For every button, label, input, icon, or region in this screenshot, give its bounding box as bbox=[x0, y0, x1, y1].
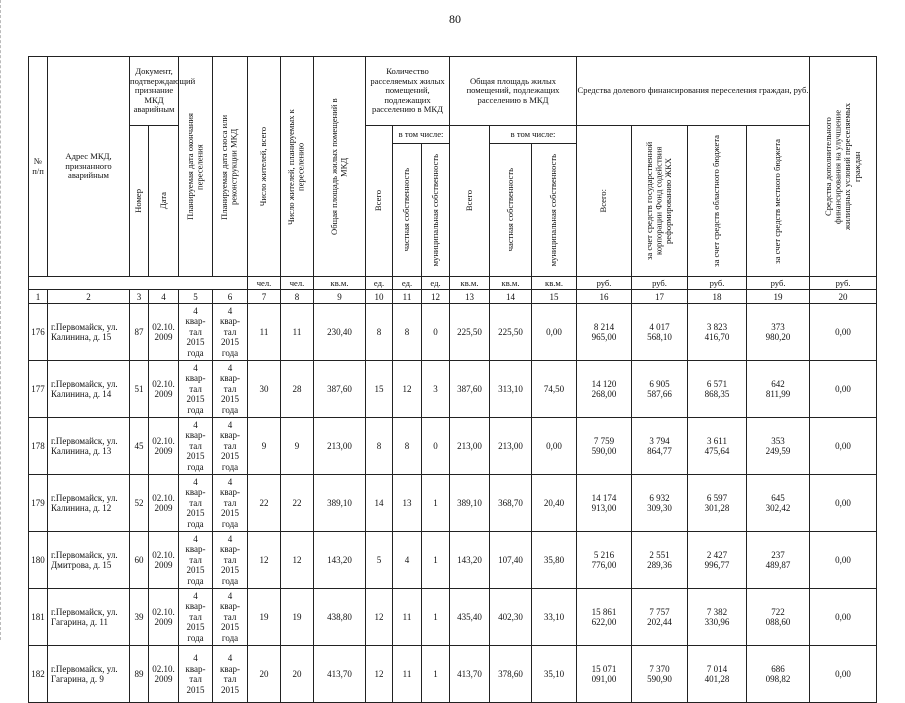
row-fund-regional: 7 382 330,96 bbox=[688, 589, 747, 646]
header-rooms-private: частная собственность bbox=[393, 143, 422, 276]
row-rooms-municipal: 1 bbox=[422, 532, 450, 589]
unit-cell: чел. bbox=[248, 277, 281, 290]
row-planned-end: 4 квар- тал 2015 года bbox=[179, 532, 213, 589]
row-planned-demolition: 4 квар- тал 2015 года bbox=[213, 361, 248, 418]
row-number: 181 bbox=[29, 589, 48, 646]
row-address: г.Первомайск, ул. Калинина, д. 14 bbox=[48, 361, 130, 418]
row-area-municipal: 0,00 bbox=[532, 304, 577, 361]
row-number: 182 bbox=[29, 646, 48, 703]
row-residents-planned: 28 bbox=[281, 361, 314, 418]
row-fund-additional: 0,00 bbox=[810, 532, 877, 589]
row-residents-total: 9 bbox=[248, 418, 281, 475]
row-doc-date: 02.10. 2009 bbox=[149, 361, 179, 418]
row-residents-planned: 20 bbox=[281, 646, 314, 703]
row-area-private: 107,40 bbox=[490, 532, 532, 589]
row-residents-planned: 12 bbox=[281, 532, 314, 589]
table-row bbox=[29, 304, 877, 361]
header-address: Адрес МКД, признанного аварийным bbox=[48, 57, 130, 277]
column-number: 9 bbox=[314, 290, 366, 304]
row-area-municipal: 0,00 bbox=[532, 418, 577, 475]
row-total-area: 389,10 bbox=[314, 475, 366, 532]
header-area-total: Всего bbox=[450, 126, 490, 277]
row-fund-additional: 0,00 bbox=[810, 361, 877, 418]
row-address: г.Первомайск, ул. Гагарина, д. 11 bbox=[48, 589, 130, 646]
header-funds-total: Всего: bbox=[577, 126, 632, 277]
row-fund-corp: 6 932 309,30 bbox=[632, 475, 688, 532]
row-fund-local: 686 098,82 bbox=[747, 646, 810, 703]
row-area-total: 387,60 bbox=[450, 361, 490, 418]
row-funds-total: 15 861 622,00 bbox=[577, 589, 632, 646]
row-fund-local: 237 489,87 bbox=[747, 532, 810, 589]
row-rooms-total: 14 bbox=[366, 475, 393, 532]
column-number: 16 bbox=[577, 290, 632, 304]
row-doc-date: 02.10. 2009 bbox=[149, 532, 179, 589]
row-total-area: 413,70 bbox=[314, 646, 366, 703]
row-fund-local: 642 811,99 bbox=[747, 361, 810, 418]
row-fund-additional: 0,00 bbox=[810, 475, 877, 532]
left-page-edge bbox=[0, 0, 2, 640]
unit-cell: руб. bbox=[632, 277, 688, 290]
row-fund-corp: 7 370 590,90 bbox=[632, 646, 688, 703]
row-residents-planned: 9 bbox=[281, 418, 314, 475]
page-number: 80 bbox=[449, 12, 461, 26]
column-number: 20 bbox=[810, 290, 877, 304]
unit-cell: чел. bbox=[281, 277, 314, 290]
header-planned-demolition: Планируемая дата сноса или реконструкции МКД bbox=[213, 57, 248, 277]
row-number: 180 bbox=[29, 532, 48, 589]
row-residents-total: 20 bbox=[248, 646, 281, 703]
row-rooms-private: 4 bbox=[393, 532, 422, 589]
row-fund-regional: 7 014 401,28 bbox=[688, 646, 747, 703]
units-row bbox=[29, 277, 877, 290]
header-doc-number: Номер bbox=[130, 126, 149, 277]
row-fund-corp: 3 794 864,77 bbox=[632, 418, 688, 475]
row-fund-regional: 6 571 868,35 bbox=[688, 361, 747, 418]
row-area-private: 368,70 bbox=[490, 475, 532, 532]
unit-cell: руб. bbox=[577, 277, 632, 290]
row-fund-corp: 6 905 587,66 bbox=[632, 361, 688, 418]
row-rooms-private: 11 bbox=[393, 646, 422, 703]
column-number: 8 bbox=[281, 290, 314, 304]
column-number: 11 bbox=[393, 290, 422, 304]
row-doc-date: 02.10. 2009 bbox=[149, 418, 179, 475]
row-planned-demolition: 4 квар- тал 2015 года bbox=[213, 304, 248, 361]
row-area-total: 213,00 bbox=[450, 418, 490, 475]
row-address: г.Первомайск, ул. Калинина, д. 12 bbox=[48, 475, 130, 532]
row-rooms-total: 8 bbox=[366, 304, 393, 361]
row-doc-number: 45 bbox=[130, 418, 149, 475]
row-rooms-municipal: 1 bbox=[422, 646, 450, 703]
row-fund-local: 353 249,59 bbox=[747, 418, 810, 475]
row-address: г.Первомайск, ул. Дмитрова, д. 15 bbox=[48, 532, 130, 589]
row-area-private: 313,10 bbox=[490, 361, 532, 418]
row-area-municipal: 74,50 bbox=[532, 361, 577, 418]
unit-cell: руб. bbox=[688, 277, 747, 290]
row-total-area: 230,40 bbox=[314, 304, 366, 361]
header-fund-corp: за счет средств государственной корпорации Фонд содействия реформированию ЖКХ bbox=[632, 126, 688, 277]
row-rooms-municipal: 0 bbox=[422, 418, 450, 475]
row-total-area: 387,60 bbox=[314, 361, 366, 418]
table-row bbox=[29, 532, 877, 589]
header-residents-total: Число жителей, всего bbox=[248, 57, 281, 277]
header-document: Документ, подтверждающий признание МКД аварийным bbox=[130, 57, 179, 126]
unit-cell: руб. bbox=[810, 277, 877, 290]
row-doc-number: 51 bbox=[130, 361, 149, 418]
row-funds-total: 14 120 268,00 bbox=[577, 361, 632, 418]
row-rooms-municipal: 3 bbox=[422, 361, 450, 418]
column-number: 7 bbox=[248, 290, 281, 304]
table-row bbox=[29, 589, 877, 646]
row-rooms-private: 11 bbox=[393, 589, 422, 646]
column-number: 19 bbox=[747, 290, 810, 304]
row-planned-demolition: 4 квар- тал 2015 года bbox=[213, 475, 248, 532]
row-planned-demolition: 4 квар- тал 2015 года bbox=[213, 418, 248, 475]
row-rooms-municipal: 1 bbox=[422, 475, 450, 532]
row-fund-local: 645 302,42 bbox=[747, 475, 810, 532]
table-row bbox=[29, 646, 877, 703]
row-doc-number: 89 bbox=[130, 646, 149, 703]
row-area-total: 389,10 bbox=[450, 475, 490, 532]
row-residents-total: 19 bbox=[248, 589, 281, 646]
row-planned-demolition: 4 квар- тал 2015 bbox=[213, 646, 248, 703]
column-number: 17 bbox=[632, 290, 688, 304]
row-planned-end: 4 квар- тал 2015 года bbox=[179, 589, 213, 646]
row-fund-regional: 6 597 301,28 bbox=[688, 475, 747, 532]
row-area-private: 225,50 bbox=[490, 304, 532, 361]
row-rooms-private: 12 bbox=[393, 361, 422, 418]
row-area-total: 413,70 bbox=[450, 646, 490, 703]
header-additional: Средства дополнительного финансирования на улучшение жилищных условий переселяемых граждан bbox=[810, 57, 877, 277]
row-residents-total: 12 bbox=[248, 532, 281, 589]
row-area-total: 225,50 bbox=[450, 304, 490, 361]
column-number: 13 bbox=[450, 290, 490, 304]
row-funds-total: 14 174 913,00 bbox=[577, 475, 632, 532]
header-area-municipal: муниципальная собственность bbox=[532, 143, 577, 276]
column-number: 4 bbox=[149, 290, 179, 304]
row-residents-planned: 11 bbox=[281, 304, 314, 361]
header-rooms-group: Количество расселяемых жилых помещений, подлежащих расселению в МКД bbox=[366, 57, 450, 126]
column-number: 12 bbox=[422, 290, 450, 304]
row-planned-end: 4 квар- тал 2015 года bbox=[179, 475, 213, 532]
column-number: 15 bbox=[532, 290, 577, 304]
row-planned-demolition: 4 квар- тал 2015 года bbox=[213, 532, 248, 589]
row-rooms-total: 8 bbox=[366, 418, 393, 475]
header-fund-regional: за счет средств областного бюджета bbox=[688, 126, 747, 277]
row-doc-number: 52 bbox=[130, 475, 149, 532]
row-fund-regional: 3 611 475,64 bbox=[688, 418, 747, 475]
unit-cell: кв.м. bbox=[450, 277, 490, 290]
row-funds-total: 5 216 776,00 bbox=[577, 532, 632, 589]
table-body bbox=[29, 304, 877, 703]
column-number: 5 bbox=[179, 290, 213, 304]
row-doc-number: 39 bbox=[130, 589, 149, 646]
column-number: 10 bbox=[366, 290, 393, 304]
column-number: 6 bbox=[213, 290, 248, 304]
row-fund-corp: 2 551 289,36 bbox=[632, 532, 688, 589]
row-rooms-municipal: 0 bbox=[422, 304, 450, 361]
row-fund-local: 373 980,20 bbox=[747, 304, 810, 361]
row-total-area: 213,00 bbox=[314, 418, 366, 475]
row-fund-regional: 3 823 416,70 bbox=[688, 304, 747, 361]
row-number: 177 bbox=[29, 361, 48, 418]
row-rooms-total: 15 bbox=[366, 361, 393, 418]
row-fund-local: 722 088,60 bbox=[747, 589, 810, 646]
row-planned-end: 4 квар- тал 2015 года bbox=[179, 304, 213, 361]
row-area-municipal: 35,80 bbox=[532, 532, 577, 589]
row-fund-additional: 0,00 bbox=[810, 589, 877, 646]
header-planned-end: Планируемая дата окончания переселения bbox=[179, 57, 213, 277]
row-area-total: 143,20 bbox=[450, 532, 490, 589]
row-number: 179 bbox=[29, 475, 48, 532]
row-rooms-total: 12 bbox=[366, 589, 393, 646]
row-total-area: 143,20 bbox=[314, 532, 366, 589]
row-rooms-private: 13 bbox=[393, 475, 422, 532]
row-residents-total: 11 bbox=[248, 304, 281, 361]
row-fund-additional: 0,00 bbox=[810, 646, 877, 703]
row-rooms-municipal: 1 bbox=[422, 589, 450, 646]
row-fund-regional: 2 427 996,77 bbox=[688, 532, 747, 589]
row-rooms-total: 5 bbox=[366, 532, 393, 589]
row-doc-date: 02.10. 2009 bbox=[149, 304, 179, 361]
unit-cell: ед. bbox=[422, 277, 450, 290]
column-numbers bbox=[29, 290, 877, 304]
row-area-municipal: 20,40 bbox=[532, 475, 577, 532]
header-area-private: частная собственность bbox=[490, 143, 532, 276]
row-area-private: 213,00 bbox=[490, 418, 532, 475]
header-doc-date: Дата bbox=[149, 126, 179, 277]
row-planned-end: 4 квар- тал 2015 года bbox=[179, 418, 213, 475]
row-doc-number: 87 bbox=[130, 304, 149, 361]
header-area-group: Общая площадь жилых помещений, подлежащих расселению в МКД bbox=[450, 57, 577, 126]
header-area-including: в том числе: bbox=[490, 126, 577, 144]
column-number: 1 bbox=[29, 290, 48, 304]
row-planned-end: 4 квар- тал 2015 года bbox=[179, 361, 213, 418]
unit-cell: кв.м. bbox=[532, 277, 577, 290]
row-rooms-private: 8 bbox=[393, 304, 422, 361]
row-residents-planned: 22 bbox=[281, 475, 314, 532]
header-residents-planned: Число жителей, планируемых к переселению bbox=[281, 57, 314, 277]
row-doc-number: 60 bbox=[130, 532, 149, 589]
row-residents-total: 30 bbox=[248, 361, 281, 418]
table-row bbox=[29, 361, 877, 418]
row-area-private: 378,60 bbox=[490, 646, 532, 703]
header-fund-local: за счет средств местного бюджета bbox=[747, 126, 810, 277]
row-fund-corp: 4 017 568,10 bbox=[632, 304, 688, 361]
row-residents-planned: 19 bbox=[281, 589, 314, 646]
resettlement-table bbox=[28, 56, 877, 703]
column-number: 18 bbox=[688, 290, 747, 304]
header-rooms-municipal: муниципальная собственность bbox=[422, 143, 450, 276]
column-number-row bbox=[29, 290, 877, 304]
row-address: г.Первомайск, ул. Калинина, д. 13 bbox=[48, 418, 130, 475]
row-doc-date: 02.10. 2009 bbox=[149, 475, 179, 532]
row-total-area: 438,80 bbox=[314, 589, 366, 646]
row-number: 176 bbox=[29, 304, 48, 361]
header-funds-group: Средства долевого финансирования переселения граждан, руб. bbox=[577, 57, 810, 126]
column-number: 3 bbox=[130, 290, 149, 304]
unit-cell: ед. bbox=[393, 277, 422, 290]
header-rooms-total: Всего bbox=[366, 126, 393, 277]
header-row-1 bbox=[29, 57, 877, 126]
row-planned-end: 4 квар- тал 2015 bbox=[179, 646, 213, 703]
row-funds-total: 15 071 091,00 bbox=[577, 646, 632, 703]
row-doc-date: 02.10. 2009 bbox=[149, 646, 179, 703]
unit-cell: кв.м. bbox=[314, 277, 366, 290]
row-fund-corp: 7 757 202,44 bbox=[632, 589, 688, 646]
row-address: г.Первомайск, ул. Калинина, д. 15 bbox=[48, 304, 130, 361]
row-planned-demolition: 4 квар- тал 2015 года bbox=[213, 589, 248, 646]
unit-cell: руб. bbox=[747, 277, 810, 290]
header-row-2 bbox=[29, 126, 877, 144]
row-address: г.Первомайск, ул. Гагарина, д. 9 bbox=[48, 646, 130, 703]
header-rooms-including: в том числе: bbox=[393, 126, 450, 144]
row-residents-total: 22 bbox=[248, 475, 281, 532]
row-funds-total: 8 214 965,00 bbox=[577, 304, 632, 361]
row-area-municipal: 35,10 bbox=[532, 646, 577, 703]
column-number: 2 bbox=[48, 290, 130, 304]
row-area-private: 402,30 bbox=[490, 589, 532, 646]
row-number: 178 bbox=[29, 418, 48, 475]
row-area-total: 435,40 bbox=[450, 589, 490, 646]
header-total-area: Общая площадь жилых помещений в МКД bbox=[314, 57, 366, 277]
row-fund-additional: 0,00 bbox=[810, 418, 877, 475]
row-rooms-private: 8 bbox=[393, 418, 422, 475]
row-doc-date: 02.10. 2009 bbox=[149, 589, 179, 646]
row-rooms-total: 12 bbox=[366, 646, 393, 703]
row-area-municipal: 33,10 bbox=[532, 589, 577, 646]
unit-cell: ед. bbox=[366, 277, 393, 290]
table-row bbox=[29, 475, 877, 532]
row-funds-total: 7 759 590,00 bbox=[577, 418, 632, 475]
table-row bbox=[29, 418, 877, 475]
column-number: 14 bbox=[490, 290, 532, 304]
row-fund-additional: 0,00 bbox=[810, 304, 877, 361]
header-num: № п/п bbox=[29, 57, 48, 277]
unit-cell: кв.м. bbox=[490, 277, 532, 290]
